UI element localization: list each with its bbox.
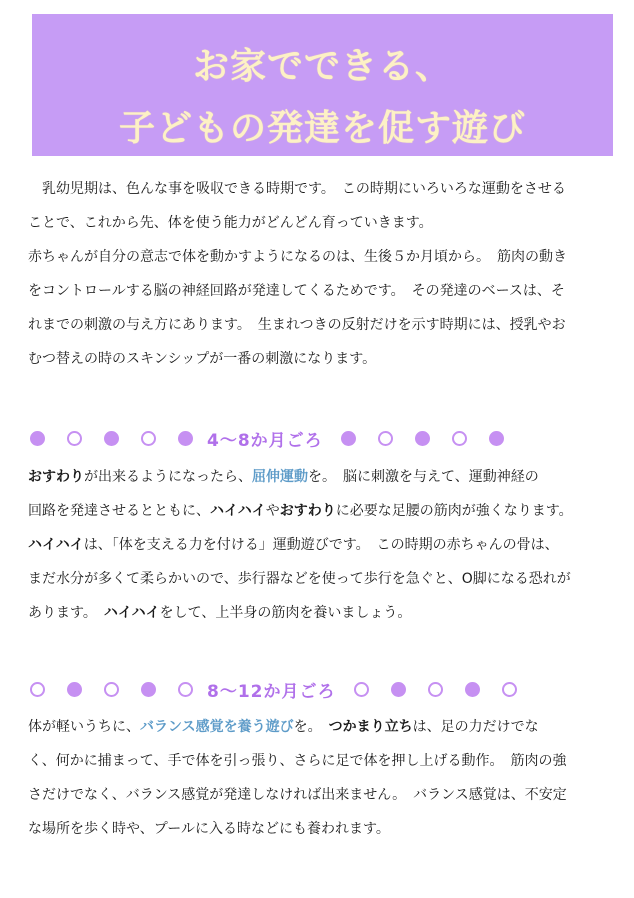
body-text: をして、上半身の筋肉を養いましょう。 (159, 605, 412, 621)
outline-dot-icon (141, 431, 156, 446)
outline-dot-icon (104, 682, 119, 697)
body-text: は、「体を支える力を付ける」運動遊びです。 この時期の赤ちゃんの骨は、 (83, 537, 559, 553)
filled-dot-icon (341, 431, 356, 446)
section2-paragraph (28, 710, 612, 846)
outline-dot-icon (452, 431, 467, 446)
outline-dot-icon (428, 682, 443, 697)
outline-dot-icon (378, 431, 393, 446)
filled-dot-icon (391, 682, 406, 697)
body-text: を。 (293, 719, 329, 735)
intro-line-1: 乳幼児期は、色んな事を吸収できる時期です。 この時期にいろいろな運動をさせる (42, 181, 566, 197)
banner-title-line-2: 子どもの発達を促す遊び (118, 108, 526, 149)
intro-line-4: をコントロールする脳の神経回路が発達してくるためです。 その発達のベースは、そ (28, 283, 565, 299)
body-text: な場所を歩く時や、プールに入る時などにも養われます。 (28, 821, 390, 837)
filled-dot-icon (178, 431, 193, 446)
body-text: に必要な足腰の筋肉が強くなります。 (335, 503, 573, 519)
emphasis-text: ハイハイ (28, 537, 84, 553)
filled-dot-icon (489, 431, 504, 446)
outline-dot-icon (502, 682, 517, 697)
section-title: 4～8か月ごろ (207, 430, 323, 451)
body-text: 体が軽いうちに、 (28, 719, 140, 735)
body-text: まだ水分が多くて柔らかいので、歩行器などを使って歩行を急ぐと、O脚になる恐れが (28, 571, 571, 587)
body-text: く、何かに捕まって、手で体を引っ張り、さらに足で体を押し上げる動作。 筋肉の強 (28, 753, 567, 769)
outline-dot-icon (30, 682, 45, 697)
intro-line-3: 赤ちゃんが自分の意志で体を動かすようになるのは、生後５か月頃から。 筋肉の動き (28, 249, 567, 265)
body-text: あります。 (28, 605, 104, 621)
body-text: が出来るようになったら、 (84, 469, 252, 485)
filled-dot-icon (465, 682, 480, 697)
highlight-text: バランス感覚を養う遊び (140, 719, 294, 735)
intro-paragraph (28, 172, 612, 376)
banner-title-line-1: お家でできる、 (192, 46, 452, 87)
emphasis-text: ハイハイ (210, 503, 266, 519)
section1-paragraph (28, 460, 612, 630)
filled-dot-icon (415, 431, 430, 446)
title-banner (32, 14, 613, 156)
body-text: 回路を発達させるとともに、 (28, 503, 210, 519)
section-header-4-8-months (30, 424, 590, 452)
intro-line-2: ことで、これから先、体を使う能力がどんどん育っていきます。 (28, 215, 433, 231)
intro-line-5: れまでの刺激の与え方にあります。 生まれつきの反射だけを示す時期には、授乳やお (28, 317, 566, 333)
section-title: 8～12か月ごろ (207, 681, 336, 702)
filled-dot-icon (30, 431, 45, 446)
outline-dot-icon (67, 431, 82, 446)
body-text: を。 脳に刺激を与えて、運動神経の (308, 469, 539, 485)
section-header-8-12-months (30, 675, 590, 703)
emphasis-text: おすわり (279, 503, 336, 519)
filled-dot-icon (67, 682, 82, 697)
emphasis-text: おすわり (28, 469, 84, 485)
body-text: さだけでなく、バランス感覚が発達しなければ出来ません。 バランス感覚は、不安定 (28, 787, 567, 803)
outline-dot-icon (354, 682, 369, 697)
filled-dot-icon (141, 682, 156, 697)
body-text: は、足の力だけでな (412, 719, 539, 735)
emphasis-text: つかまり立ち (328, 719, 413, 735)
intro-line-6: むつ替えの時のスキンシップが一番の刺激になります。 (28, 351, 377, 367)
emphasis-text: ハイハイ (103, 605, 160, 621)
filled-dot-icon (104, 431, 119, 446)
highlight-text: 屈伸運動 (252, 469, 308, 485)
outline-dot-icon (178, 682, 193, 697)
body-text: や (265, 503, 280, 519)
